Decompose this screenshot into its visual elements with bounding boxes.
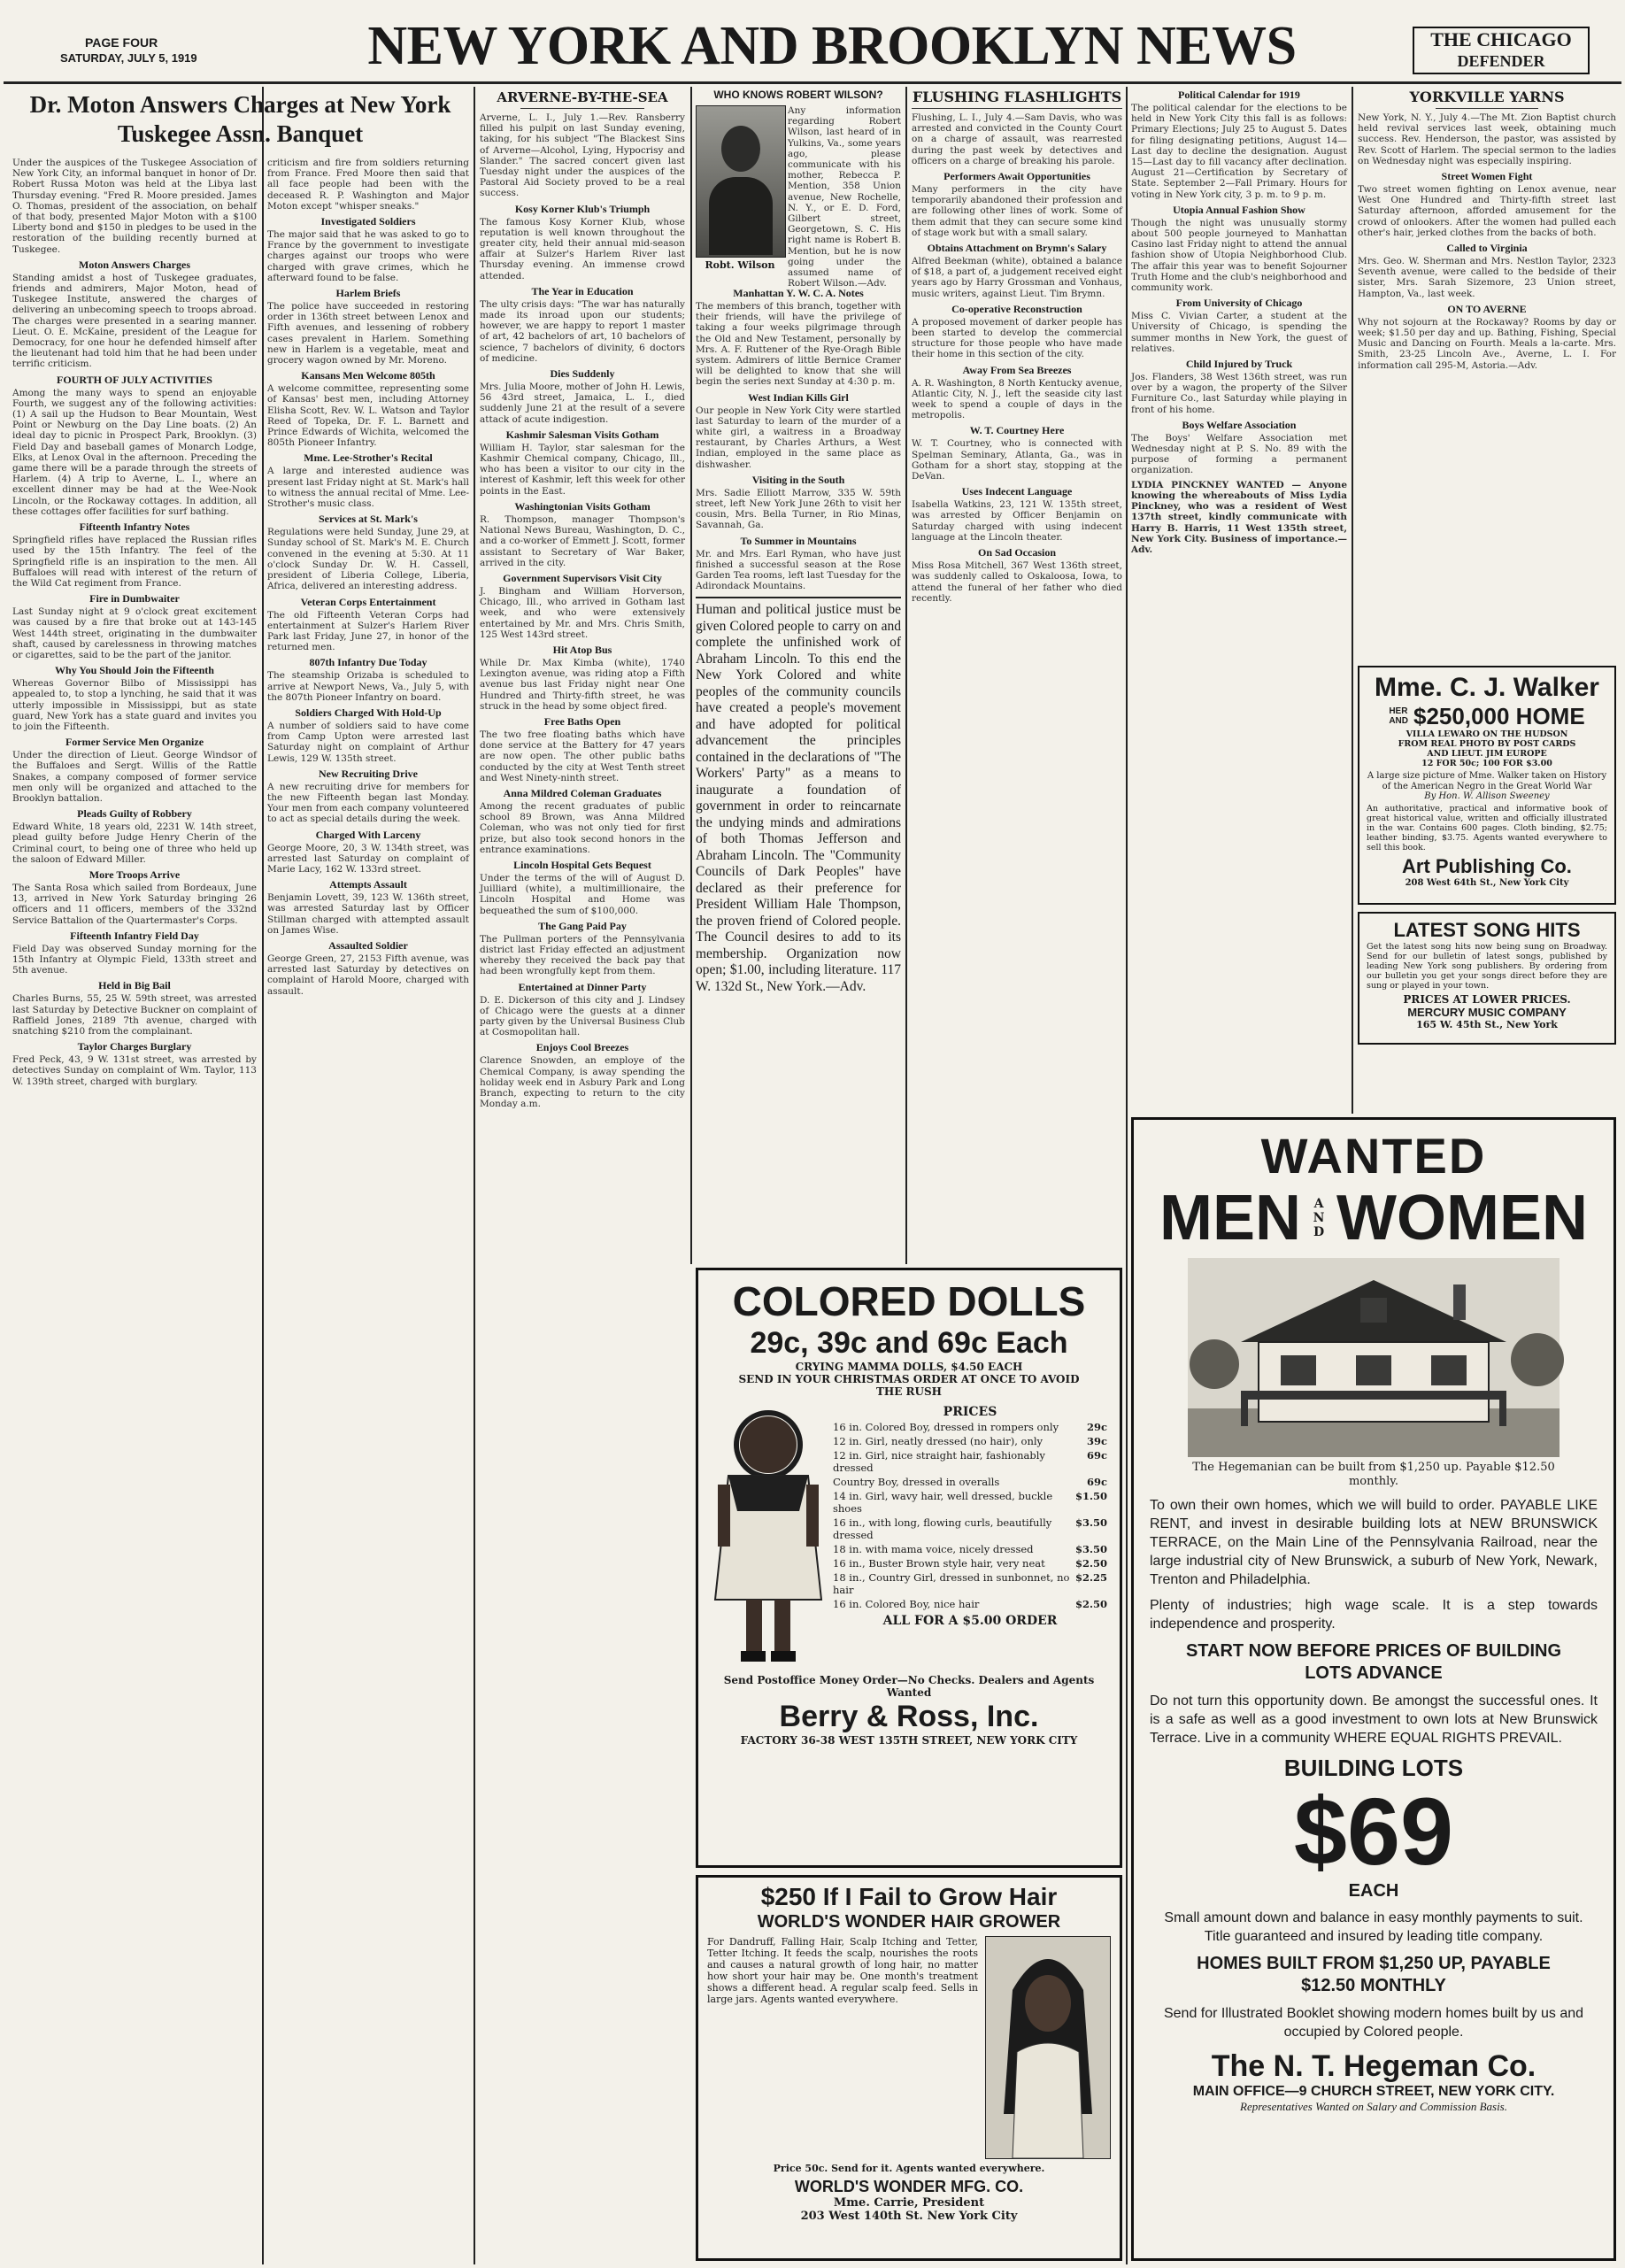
section-text: The Santa Rosa which sailed from Bordeaux, June 13, arrived in New York Saturday bringing 26 officers and 11 officers, members of the 332nd Service Battalion of the Quartermaster's Corps. xyxy=(12,882,257,926)
dolls-sub: CRYING MAMMA DOLLS, $4.50 EACH xyxy=(795,1361,1023,1373)
column-4 xyxy=(696,89,901,1261)
section-text: Jos. Flanders, 38 West 136th street, was run over by a wagon, the property of the Silver Furniture Co., last Saturday while playing in front of his home. xyxy=(1131,372,1347,415)
section-heading: The Year in Education xyxy=(531,284,634,297)
column-rule xyxy=(1126,87,1128,2264)
yorkville-intro: New York, N. Y., July 4.—The Mt. Zion Baptist church held revival services last week, obtaining much success. Rev. Henderson, the pastor, was assisted by Rev. Scott of Harlem. The special sermon to the ladies on Wednesday night was especially inspiring. xyxy=(1358,112,1616,166)
section-heading: Washingtonian Visits Gotham xyxy=(514,499,651,513)
section-text: The police have succeeded in restoring order in 136th street between Lenox and Fifth avenues, and lessening of robbery cases prevalent in Harlem. Something new in Harlem is a vegetable, meat and grocery wagon owned by Mr. Moreno. xyxy=(267,301,469,366)
defender-badge xyxy=(1413,27,1590,74)
section-heading: Dies Suddenly xyxy=(550,367,615,381)
doll-price: 29c xyxy=(1086,1421,1107,1433)
wanted-heading: WANTED xyxy=(1260,1128,1487,1184)
section-heading: Fire in Dumbwaiter xyxy=(89,592,180,606)
doll-price-row xyxy=(833,1490,1107,1515)
section-text: A new recruiting drive for members for the new Fifteenth began last Monday. Your men from each company volunteered to act as special details during the week. xyxy=(267,781,469,825)
hegeman-para3: Do not turn this opportunity down. Be amongst the successful ones. It is a safe as well as a good investment to own lots at New Brunswick Terrace. Live in a community WHERE EQUAL RIGHTS PREVAIL. xyxy=(1150,1693,1598,1746)
section-heading: To Summer in Mountains xyxy=(740,534,857,547)
lot-each: EACH xyxy=(1348,1881,1399,1901)
section-heading: Veteran Corps Entertainment xyxy=(300,595,436,608)
walker-home: $250,000 HOME xyxy=(1413,703,1585,729)
hair-text: For Dandruff, Falling Hair, Scalp Itching and Tetter, Tetter Itching. It feeds the scalp, nourishes the roots and causes a natural growth of long hair, no matter how short your hair may be. One month's treatment shows a different head. A regular scalp feed. Sells in large jars. Agents wanted everywhere. xyxy=(707,1936,978,2005)
section-heading: Obtains Attachment on Brymn's Salary xyxy=(927,242,1107,255)
section-heading: Entertained at Dinner Party xyxy=(518,980,647,993)
workers-party-text: Human and political justice must be given Colored people to carry on and complete the unfinished work of Abraham Lincoln. To this end the New York Colored and white peoples of the community councils have created a people's movement and have adopted for political advancement the principles contained in the declarations of "The Workers' Party" as a means to inaugurate a foundation of government in order to reincarnate the undying minds and admirations of both Thomas Jefferson and Abraham Lincoln. The "Community Councils of Dark Peoples" have declared as their preference for President William Hale Thompson, the proven friend of Colored people. The Council desires to add to its membership. Organization now open; $1.00, including literature. 117 W. 132d St., New York.—Adv. xyxy=(696,602,901,994)
section-heading: FOURTH OF JULY ACTIVITIES xyxy=(57,373,212,386)
section-heading: Co-operative Reconstruction xyxy=(951,302,1082,315)
section-heading: Fifteenth Infantry Notes xyxy=(79,521,190,534)
lead-headline: Dr. Moton Answers Charges at New York Tuskegee Assn. Banquet xyxy=(29,91,451,147)
section-heading: 807th Infantry Due Today xyxy=(309,656,427,669)
walker-text: An authoritative, practical and informative book of great historical value, written and officially illustrated in the war. Contains 600 pages. Cloth binding, $2.75; leather binding, $3.75. Agents wanted everywhere to sell this book. xyxy=(1367,804,1607,852)
walker-sub4: 12 FOR 50c; 100 FOR $3.00 xyxy=(1421,759,1552,768)
section-heading: Enjoys Cool Breezes xyxy=(535,1041,629,1054)
column-1 xyxy=(12,158,257,2260)
walker-sub3: AND LIEUT. JIM EUROPE xyxy=(1427,749,1547,759)
section-heading: Called to Virginia xyxy=(1446,242,1528,255)
column-rule xyxy=(690,87,692,1264)
doll-price-row xyxy=(833,1421,1107,1433)
masthead xyxy=(0,0,1625,81)
section-text: Our people in New York City were startled last Saturday to learn of the murder of a white girl, a waitress in a Broadway restaurant, by Charles Arthurs, a West Indian, employed in the same place as dishwasher. xyxy=(696,405,901,470)
section-heading: On Sad Occasion xyxy=(977,546,1057,559)
section-heading: From University of Chicago xyxy=(1175,297,1303,310)
songs-prices: PRICES AT LOWER PRICES. xyxy=(1403,993,1571,1006)
men-heading: MEN xyxy=(1159,1183,1302,1254)
section-heading: Away From Sea Breezes xyxy=(962,363,1072,376)
hair-ad xyxy=(696,1875,1122,2261)
col5-sections xyxy=(912,170,1122,604)
section-heading: Assaulted Soldier xyxy=(328,938,408,952)
hegeman-para2: Plenty of industries; high wage scale. It is a step towards independence and prosperity. xyxy=(1150,1598,1598,1632)
section-text: William H. Taylor, star salesman for the Kashmir Chemical company, Chicago, Ill., who has been a visitor to our city in the interest of Kashmir, left this week for other points in the East. xyxy=(480,442,685,497)
hegeman-para1: To own their own homes, which we will build to order. PAYABLE LIKE RENT, and invest in desirable building lots at NEW BRUNSWICK TERRACE, on the Main Line of the Pennsylvania Railroad, near the large industrial city of New Brunswick, a suburb of New York, Newark, Trenton and Philadelphia. xyxy=(1150,1498,1598,1587)
section-heading: ON TO AVERNE xyxy=(1447,302,1527,315)
masthead-rule xyxy=(4,81,1621,84)
col2-sections xyxy=(267,215,469,997)
column-2 xyxy=(267,158,469,2260)
section-text: Isabella Watkins, 23, 121 W. 135th street, was arrested by Officer Benjamin on Saturday charged with using indecent language at the Lincoln theater. xyxy=(912,499,1122,543)
section-heading: Moton Answers Charges xyxy=(79,258,190,271)
section-text: Though the night was unusually stormy about 500 people journeyed to Manhattan Casino last Friday night to attend the annual fashion show of Utopia Neighborhood Club. The affair this year was to benefit Sojourner Truth Home and the club's neighborhood and community work. xyxy=(1131,217,1347,294)
doll-price-row xyxy=(833,1557,1107,1570)
robert-wilson-headline: WHO KNOWS ROBERT WILSON? xyxy=(713,89,883,101)
section-heading: Uses Indecent Language xyxy=(961,485,1073,498)
doll-name: Country Boy, dressed in overalls xyxy=(833,1476,1000,1488)
column-rule xyxy=(474,87,475,2264)
walker-sub1: VILLA LEWARO ON THE HUDSON xyxy=(1406,729,1568,739)
doll-price-row xyxy=(833,1516,1107,1541)
section-heading: Fifteenth Infantry Field Day xyxy=(70,929,199,942)
doll-name: 16 in. Colored Boy, nice hair xyxy=(833,1598,980,1610)
section-text: Under the terms of the will of August D. Juilliard (white), a multimillionaire, the Lincoln Hospital and Home was bequeathed the sum of $100,000. xyxy=(480,872,685,916)
doll-illustration xyxy=(711,1405,826,1670)
section-text: While Dr. Max Kimba (white), 1740 Lexington avenue, was riding atop a Fifth avenue bus last Friday night near One Hundred and Thirty-fifth street, he was struck in the head by some object fired. xyxy=(480,657,685,712)
start-now: START NOW BEFORE PRICES OF BUILDING LOTS ADVANCE xyxy=(1185,1641,1562,1683)
section-text: J. Bingham and William Horverson, Chicago, Ill., who arrived in Gotham last week, and who were extensively entertained by Mr. and Mrs. Chris Smith, 125 West 143rd street. xyxy=(480,585,685,640)
doll-name: 18 in., Country Girl, dressed in sunbonnet, no hair xyxy=(833,1571,1070,1596)
doll-name: 16 in., Buster Brown style hair, very neat xyxy=(833,1557,1045,1570)
hegeman-ad xyxy=(1131,1117,1616,2261)
hegeman-company: The N. T. Hegeman Co. xyxy=(1211,2049,1536,2083)
walker-company: Art Publishing Co. xyxy=(1402,855,1572,877)
dolls-order: ALL FOR A $5.00 ORDER xyxy=(882,1614,1058,1628)
doll-name: 16 in., with long, flowing curls, beautifully dressed xyxy=(833,1516,1052,1541)
section-text: The famous Kosy Korner Klub, whose reputation is well known throughout the greater city, held their annual mid-season affair at Sulzer's Harlem River last Thursday evening. An immense crowd attended. xyxy=(480,216,685,282)
yorkville-headline: YORKVILLE YARNS xyxy=(1409,89,1565,105)
doll-price-row xyxy=(833,1543,1107,1555)
lead-intro: Under the auspices of the Tuskegee Association of New York City, an informal banquet in honor of Dr. Robert Russa Moton was held at the Libya last Thursday evening. "Fred R. Moore presided. James O. Thomas, president of the association, on behalf of that body, presented Major Moton with a $100 Liberty bond and $150 in pledges to be used in the restoration of the building recently burned at Tuskegee. xyxy=(12,158,257,255)
section-text: Mr. and Mrs. Earl Ryman, who have just finished a successful season at the Rose Garden Tea rooms, left last Tuesday for the Adirondack Mountains. xyxy=(696,548,901,592)
section-text: A large and interested audience was present last Friday night at St. Mark's hall to witness the annual recital of Mme. Lee-Strother's music class. xyxy=(267,466,469,510)
house-caption: The Hegemanian can be built from $1,250 up. Payable $12.50 monthly. xyxy=(1192,1461,1555,1488)
songs-ad xyxy=(1358,912,1616,1045)
section-text: D. E. Dickerson of this city and J. Lindsey of Chicago were the guests at a dinner party given by the Universal Business Club at Cosmopolitan hall. xyxy=(480,994,685,1038)
hair-title: $250 If I Fail to Grow Hair xyxy=(760,1883,1058,1910)
col7-sections xyxy=(1358,170,1616,371)
dolls-company: Berry & Ross, Inc. xyxy=(779,1700,1039,1733)
section-text: The members of this branch, together with their friends, will have the privilege of taking a four weeks pilgrimage through the Old and New Testament, personally by Mrs. A. F. Ruttener of the Rye-Oragh Bible system. Admirers of little Bernice Cramer will be delighted to know that she will begin the series next Sunday at 4:30 p. m. xyxy=(696,301,901,388)
section-text: Miss C. Vivian Carter, a student at the University of Chicago, is spending the summer months in New York, the guest of relatives. xyxy=(1131,311,1347,354)
section-heading: Attempts Assault xyxy=(329,878,407,891)
section-text: A proposed movement of darker people has been started to develop the commercial structure for those people who have made their home in this section of the city. xyxy=(912,316,1122,360)
hegeman-para5: Send for Illustrated Booklet showing modern homes built by us and occupied by Colored people. xyxy=(1163,2006,1584,2040)
section-text: Springfield rifles have replaced the Russian rifles used by the 15th Infantry. The feel of the Springfield rifle is an inspiration to the men. All Buffaloes will read with interest of the return of the Wild Cat regiment from France. xyxy=(12,535,257,589)
walker-and: AND xyxy=(1389,716,1408,726)
hair-company: WORLD'S WONDER MFG. CO. xyxy=(794,2178,1024,2195)
dolls-prices-line: 29c, 39c and 69c Each xyxy=(750,1326,1068,1360)
section-heading: Charged With Larceny xyxy=(315,828,421,841)
doll-name: 14 in. Girl, wavy hair, well dressed, buckle shoes xyxy=(833,1490,1053,1515)
section-text: Mrs. Geo. W. Sherman and Mrs. Nestlon Taylor, 2323 Seventh avenue, were called to the bedside of their sister, Mrs. Sarah Sizemore, 23 Union street, Hampton, Va., last week. xyxy=(1358,256,1616,299)
songs-title: LATEST SONG HITS xyxy=(1393,919,1581,941)
section-heading: Kosy Korner Klub's Triumph xyxy=(514,202,651,215)
page-number: PAGE FOUR xyxy=(85,35,158,50)
section-text: George Moore, 20, 3 W. 134th street, was arrested last Saturday on complaint of Marie Lacy, 162 W. 133rd street. xyxy=(267,842,469,875)
section-text: The Pullman porters of the Pennsylvania district last Friday effected an adjustment whereby they received the back pay that had been wrongfully kept from them. xyxy=(480,933,685,977)
doll-price: $2.50 xyxy=(1074,1557,1107,1570)
section-text: Why not sojourn at the Rockaway? Rooms by day or week; $1.50 per day and up. Bathing, Fishing, Special Music and Dancing on Fourth. Meals a la-carte. Mrs. Smith, 23-25 Lincoln Ave., Averne, L. I. For information call 295-M, Astoria.—Adv. xyxy=(1358,316,1616,371)
section-heading: Held in Big Bail xyxy=(98,979,171,992)
songs-address: 165 W. 45th St., New York xyxy=(1416,1019,1558,1030)
section-text: Field Day was observed Sunday morning for the 15th Infantry at Olympic Field, 133th street and 5th avenue. xyxy=(12,943,257,976)
section-text: Clarence Snowden, an employe of the Chemical Company, is away spending the holiday week end in Asbury Park and Long Branch, expecting to return to the city Monday a.m. xyxy=(480,1055,685,1110)
section-text: Mrs. Julia Moore, mother of John H. Lewis, 56 43rd street, Jamaica, L. I., died suddenly June 21 at the result of a severe attack of acute indigestion. xyxy=(480,382,685,425)
walker-byline: By Hon. W. Allison Sweeney xyxy=(1424,791,1550,801)
section-text: Under the direction of Lieut. George Windsor of the Buffaloes and Sergt. Willis of the Rattle Snakes, a company composed of former service men only will be organized and attached to the Brooklyn battalion. xyxy=(12,750,257,804)
section-heading: Boys Welfare Association xyxy=(1182,418,1297,431)
doll-price-row xyxy=(833,1476,1107,1488)
and-small: AND xyxy=(1313,1197,1325,1239)
section-text: A number of soldiers said to have come from Camp Upton were arrested last Saturday night on complaint of Arthur Lewis, 129 W. 135th street. xyxy=(267,720,469,764)
house-drawing xyxy=(1188,1258,1560,1457)
col3-sections xyxy=(480,203,685,1110)
section-text: R. Thompson, manager Thompson's National News Bureau, Washington, D. C., and a co-worker of Emmett J. Scott, former assistant to Secretary of War Baker, arrived in the city. xyxy=(480,513,685,568)
doll-price: 69c xyxy=(1086,1476,1107,1488)
section-heading: Hit Atop Bus xyxy=(552,643,612,656)
dolls-price-list xyxy=(833,1421,1107,1610)
section-heading: Street Women Fight xyxy=(1441,170,1533,183)
hair-portrait-drawing xyxy=(986,1937,1110,2158)
section-text: Two street women fighting on Lenox avenue, near West One Hundred and Thirty-fifth street last Saturday afternoon, afforded amusement for the crowd of onlookers. After the women had pulled each other's hair, jerked clothes from the backs of both. xyxy=(1358,184,1616,238)
column-rule xyxy=(1352,87,1353,1114)
house-illustration xyxy=(1188,1258,1560,1457)
dolls-factory: FACTORY 36-38 WEST 135TH STREET, NEW YORK CITY xyxy=(740,1734,1078,1747)
section-heading: W. T. Courtney Here xyxy=(969,424,1065,437)
doll-price: $3.50 xyxy=(1074,1516,1107,1529)
doll-price: $1.50 xyxy=(1074,1490,1107,1502)
section-text: George Green, 27, 2153 Fifth avenue, was arrested last Saturday by detectives on complaint of Harold Moore, charged with assault. xyxy=(267,953,469,997)
column-5 xyxy=(912,89,1122,1261)
hair-president: Mme. Carrie, President xyxy=(833,2196,985,2210)
section-heading: Investigated Soldiers xyxy=(320,215,416,228)
doll-name: 18 in. with mama voice, nicely dressed xyxy=(833,1543,1034,1555)
section-text: The major said that he was asked to go to France by the government to investigate charges against our troops who were charged with grave crimes, which he afterward found to be false. xyxy=(267,229,469,283)
workers-party-box xyxy=(696,597,901,995)
section-heading: Free Baths Open xyxy=(543,714,621,728)
section-text: Many performers in the city have temporarily abandoned their profession and are following other lines of work. Some of them admit that they can secure some kind of stage work but with a small salary. xyxy=(912,184,1122,238)
section-text: Whereas Governor Bilbo of Mississippi has appealed to, to stop a lynching, he said that it was utterly impossible in Mississippi, but as state guard, New York has a state guard and invites you to join the Fifteenth. xyxy=(12,678,257,732)
section-heading: New Recruiting Drive xyxy=(319,767,418,780)
section-text: Among the recent graduates of public school 89 Brown, was Anna Mildred Coleman, who was not only tied for first prize, but also took second honors in the entrance examinations. xyxy=(480,800,685,855)
col2-intro: criticism and fire from soldiers returning from France. Fred Moore then said that all face people had been with the deceased R. P. Washington and Major Moton except "whisper sneaks." xyxy=(267,158,469,212)
doll-price: $3.50 xyxy=(1074,1543,1107,1555)
section-text: Miss Rosa Mitchell, 367 West 136th street, was suddenly called to Oskaloosa, Iowa, to attend the funeral of her father who died recently. xyxy=(912,560,1122,604)
section-text: Alfred Beekman (white), obtained a balance of $18, a part of, a judgement received eight years ago by Harry Grossman and Vonhaus, music writers, against Lieut. Tim Brymn. xyxy=(912,256,1122,299)
arverne-headline: ARVERNE-BY-THE-SEA xyxy=(497,89,668,105)
flushing-intro: Flushing, L. I., July 4.—Sam Davis, who was arrested and convicted in the County Court on a charge of assault, was rearrested during the past week by detectives and officers on a charge of breaking his parole. xyxy=(912,112,1122,166)
hair-subtitle: WORLD'S WONDER HAIR GROWER xyxy=(757,1912,1061,1932)
homes-built: HOMES BUILT FROM $1,250 UP, PAYABLE $12.50 MONTHLY xyxy=(1197,1954,1551,1995)
section-text: A welcome committee, representing some of Kansas' best men, including Attorney Elisha Scott, Rev. W. L. Watson and Taylor Reed of Topeka, Dr. F. L. Barnett and Prince Edwards of Wichita, welcomed the 805th Pioneer Infantry. xyxy=(267,383,469,449)
section-heading: Performers Await Opportunities xyxy=(943,170,1090,183)
dolls-sub2: SEND IN YOUR CHRISTMAS ORDER AT ONCE TO AVOID THE RUSH xyxy=(738,1373,1080,1398)
robert-wilson-photo xyxy=(696,105,786,258)
section-heading: Anna Mildred Coleman Graduates xyxy=(503,786,662,799)
section-text: Standing amidst a host of Tuskegee graduates, friends and admirers, Major Moton, head of Tuskegee Institute, answered the charges of delivering an unbecoming speech to troops abroad. The charges were presented in a searing manner. Lieut. O. E. McKaine, president of the League for Democracy, for one hour he defended himself after the lieutenant had told him that he had been under terrific criticism. xyxy=(12,272,257,370)
hegeman-office: MAIN OFFICE—9 CHURCH STREET, NEW YORK CITY. xyxy=(1192,2084,1555,2099)
walker-ad xyxy=(1358,666,1616,905)
badge-line-2: DEFENDER xyxy=(1457,52,1545,70)
col1-sections xyxy=(12,258,257,1087)
badge-line-1: THE CHICAGO xyxy=(1430,28,1572,50)
flushing-headline: FLUSHING FLASHLIGHTS xyxy=(912,89,1122,109)
songs-text: Get the latest song hits now being sung on Broadway. Send for our bulletin of latest songs, published by leading New York song publishers. By ordering from our bulletin you get your songs direct before they are sung or played in your town. xyxy=(1367,942,1607,991)
section-heading: Kashmir Salesman Visits Gotham xyxy=(505,428,659,441)
doll-price-row xyxy=(833,1571,1107,1596)
section-text: The Boys' Welfare Association met Wednesday night at P. S. No. 89 with the purpose of forming a permanent organization. xyxy=(1131,432,1347,476)
section-text: The old Fifteenth Veteran Corps had entertainment at Sulzer's Harlem River Park last Friday, June 27, in honor of the returned men. xyxy=(267,609,469,653)
section-heading: Why You Should Join the Fifteenth xyxy=(55,664,214,677)
doll-price: 39c xyxy=(1086,1435,1107,1447)
section-text: W. T. Courtney, who is connected with Spelman Seminary, Atlanta, Ga., was in Gotham for a short stay, stopping at the DeVan. xyxy=(912,438,1122,482)
section-text: The ulty crisis days: "The war has naturally made its inroad upon our students; however, we are happy to report 1 master of art, 42 bachelors of art, 10 bachelors of science, 7 bachelors of divinity, 6 doctors of medicine. xyxy=(480,298,685,364)
robert-wilson-text: Any information regarding Robert Wilson, last heard of in Yulkins, Va., some years ago, please communicate with his mother, Rebecca P. Mention, 358 Union avenue, New Rochelle, N. Y., or E. D. Ford, Gilbert street, Georgetown, S. C. His right name is Robert B. Mention, but he is now going under the assumed name of Robert Wilson.—Adv. xyxy=(788,105,901,289)
lot-price: $69 xyxy=(1293,1778,1454,1885)
hair-portrait xyxy=(985,1936,1111,2159)
section-heading: The Gang Paid Pay xyxy=(538,919,627,932)
section-text: Fred Peck, 43, 9 W. 131st street, was arrested by detectives Sunday on complaint of Wm. Taylor, 113 W. 139th street, charged with burglary. xyxy=(12,1054,257,1087)
building-lots: BUILDING LOTS xyxy=(1283,1755,1464,1781)
dolls-title: COLORED DOLLS xyxy=(732,1278,1086,1324)
col4-sections xyxy=(696,287,901,591)
section-text: Among the many ways to spend an enjoyable Fourth, we suggest any of the following activities: (1) A sail up the Hudson to Bear Mountain, West Point or Newburg on the Day Line boats. (2) An ideal day to picnic in Prospect Park, Brooklyn. (3) Field Day and baseball games of Monarch Lodge, Elks, at Lenox Oval in the afternoon. Preceding the game there will be a parade through the streets of Harlem. (4) A trip to Averne, L. I., where an excellent dinner may be had at the Wee-Nook Lincoln, or the Rockaway cottages. In addition, all these cottages offer facilities for surf bathing. xyxy=(12,387,257,517)
section-text: Edward White, 18 years old, 2231 W. 14th street, plead guilty before Judge Henry Cherin of the Criminal court, to being one of three who held up the saloon of Edward Miller. xyxy=(12,822,257,865)
hair-address: 203 West 140th St. New York City xyxy=(800,2210,1018,2223)
doll-name: 12 in. Girl, neatly dressed (no hair), only xyxy=(833,1435,1044,1447)
section-heading: Taylor Charges Burglary xyxy=(77,1040,192,1053)
section-heading: Harlem Briefs xyxy=(335,287,401,300)
section-text: Charles Burns, 55, 25 W. 59th street, was arrested last Saturday by Detective Buckner on complaint of Raffield Jones, 2189 7th avenue, charged with snatching $210 from the complainant. xyxy=(12,993,257,1037)
robert-wilson-caption: Robt. Wilson xyxy=(705,259,775,271)
col6-sections xyxy=(1131,204,1347,476)
column-rule xyxy=(262,87,264,2264)
column-3 xyxy=(480,89,685,2262)
calendar-headline: Political Calendar for 1919 xyxy=(1178,89,1300,101)
doll-price: 69c xyxy=(1086,1449,1107,1462)
section-heading: Government Supervisors Visit City xyxy=(503,571,662,584)
doll-drawing xyxy=(711,1405,826,1670)
column-6 xyxy=(1131,89,1347,1111)
section-text: Last Sunday night at 9 o'clock great excitement was caused by a fire that broke out at 143-145 West 144th street, originating in the dumbwaiter shaft, caused by carelessness in throwing matches or cigarettes, said to be the part of the janitor. xyxy=(12,606,257,660)
section-text: Mrs. Sadie Elliott Marrow, 335 W. 59th street, left New York June 26th to visit her cousin, Mrs. Bella Turner, in Rio Minas, Savannah, Ga. xyxy=(696,487,901,531)
doll-price-row xyxy=(833,1435,1107,1447)
section-heading: West Indian Kills Girl xyxy=(748,390,849,404)
women-heading: WOMEN xyxy=(1336,1183,1588,1254)
doll-name: 16 in. Colored Boy, dressed in rompers only xyxy=(833,1421,1059,1433)
section-heading: Child Injured by Truck xyxy=(1185,358,1293,371)
hegeman-reps: Representatives Wanted on Salary and Commission Basis. xyxy=(1240,2100,1507,2113)
walker-address: 208 West 64th St., New York City xyxy=(1405,878,1569,888)
lydia-pinckney-notice: LYDIA PINCKNEY WANTED — Anyone knowing the whereabouts of Miss Lydia Pinckney, who was a resident of West 137th street, kindly communicate with Harry B. Harris, 11 West 135th street, New York City. Business of importance.—Adv. xyxy=(1131,479,1347,555)
section-text: The two free floating baths which have done service at the Battery for 47 years are now open. The other public baths conducted by the city at West Tenth street and West Ninety-ninth street. xyxy=(480,729,685,783)
section-text: The steamship Orizaba is scheduled to arrive at Newport News, Va., July 5, with the 807th Pioneer Infantry on board. xyxy=(267,670,469,703)
hegeman-para4: Small amount down and balance in easy monthly payments to suit. Title guaranteed and insured by leading title company. xyxy=(1164,1910,1583,1944)
section-heading: Utopia Annual Fashion Show xyxy=(1173,203,1305,216)
section-heading: Soldiers Charged With Hold-Up xyxy=(295,706,442,719)
walker-her: HER xyxy=(1389,706,1408,716)
dolls-prices-title: PRICES xyxy=(943,1405,997,1419)
doll-name: 12 in. Girl, nice straight hair, fashionably dressed xyxy=(833,1449,1045,1474)
issue-date: SATURDAY, JULY 5, 1919 xyxy=(60,51,197,65)
section-heading: Kansans Men Welcome 805th xyxy=(301,369,435,382)
walker-sub2: FROM REAL PHOTO BY POST CARDS xyxy=(1398,739,1576,749)
section-heading: Mme. Lee-Strother's Recital xyxy=(304,451,433,465)
section-heading: Pleads Guilty of Robbery xyxy=(77,807,192,821)
section-text: A. R. Washington, 8 North Kentucky avenue, Atlantic City, N. J., left the seaside city last week to spend a couple of days in the metropolis. xyxy=(912,377,1122,421)
dolls-send: Send Postoffice Money Order—No Checks. Dealers and Agents Wanted xyxy=(723,1674,1095,1699)
doll-price-row xyxy=(833,1449,1107,1474)
section-heading: More Troops Arrive xyxy=(89,868,181,881)
column-rule xyxy=(905,87,907,1264)
doll-price: $2.50 xyxy=(1074,1598,1107,1610)
section-text: Benjamin Lovett, 39, 123 W. 136th street, was arrested Saturday last by Officer Stillman charged with attempted assault on James Wise. xyxy=(267,892,469,936)
section-heading: Visiting in the South xyxy=(751,473,845,486)
section-heading: Services at St. Mark's xyxy=(319,513,418,526)
walker-history: A large size picture of Mme. Walker taken on History of the American Negro in the Great World War xyxy=(1367,771,1607,791)
section-heading: Former Service Men Organize xyxy=(65,736,204,749)
songs-company: MERCURY MUSIC COMPANY xyxy=(1407,1006,1567,1019)
section-text: Regulations were held Sunday, June 29, at Sunday school of St. Mark's M. E. Church convened in the evening at 5:30. At 11 o'clock Sunday Dr. W. H. Cassell, president of Liberia College, Liberia, Africa, delivered an interesting address. xyxy=(267,527,469,592)
arverne-intro: Arverne, L. I., July 1.—Rev. Ransberry filled his pulpit on last Sunday evening, taking, for his subject "The Blackest Sins of Arverne—Alcohol, Lying, Hypocrisy and Slander." The sacred concert given last Tuesday night under the auspices of the Pastoral Aid Society proved to be a real success. xyxy=(480,112,685,199)
hair-price: Price 50c. Send for it. Agents wanted everywhere. xyxy=(773,2163,1045,2174)
doll-price-row xyxy=(833,1598,1107,1610)
doll-price: $2.25 xyxy=(1074,1571,1107,1584)
page-title: NEW YORK AND BROOKLYN NEWS xyxy=(367,16,1297,76)
dolls-ad xyxy=(696,1268,1122,1868)
walker-title: Mme. C. J. Walker xyxy=(1375,673,1599,702)
section-heading: Manhattan Y. W. C. A. Notes xyxy=(733,287,864,299)
calendar-text: The political calendar for the elections to be held in New York City this fall is as follows: Primary Elections; July 25 to August 5. Dates for filing designating petitions, August 14—Last day to decline the designation. August 15—Last day to fill vacancy after declination. August 21—Certification by Secretary of State. September 2—Fall Primary. Hours for voting in New York city, 3 p. m. to 9 p. m. xyxy=(1131,103,1347,200)
section-heading: Lincoln Hospital Gets Bequest xyxy=(513,858,651,871)
